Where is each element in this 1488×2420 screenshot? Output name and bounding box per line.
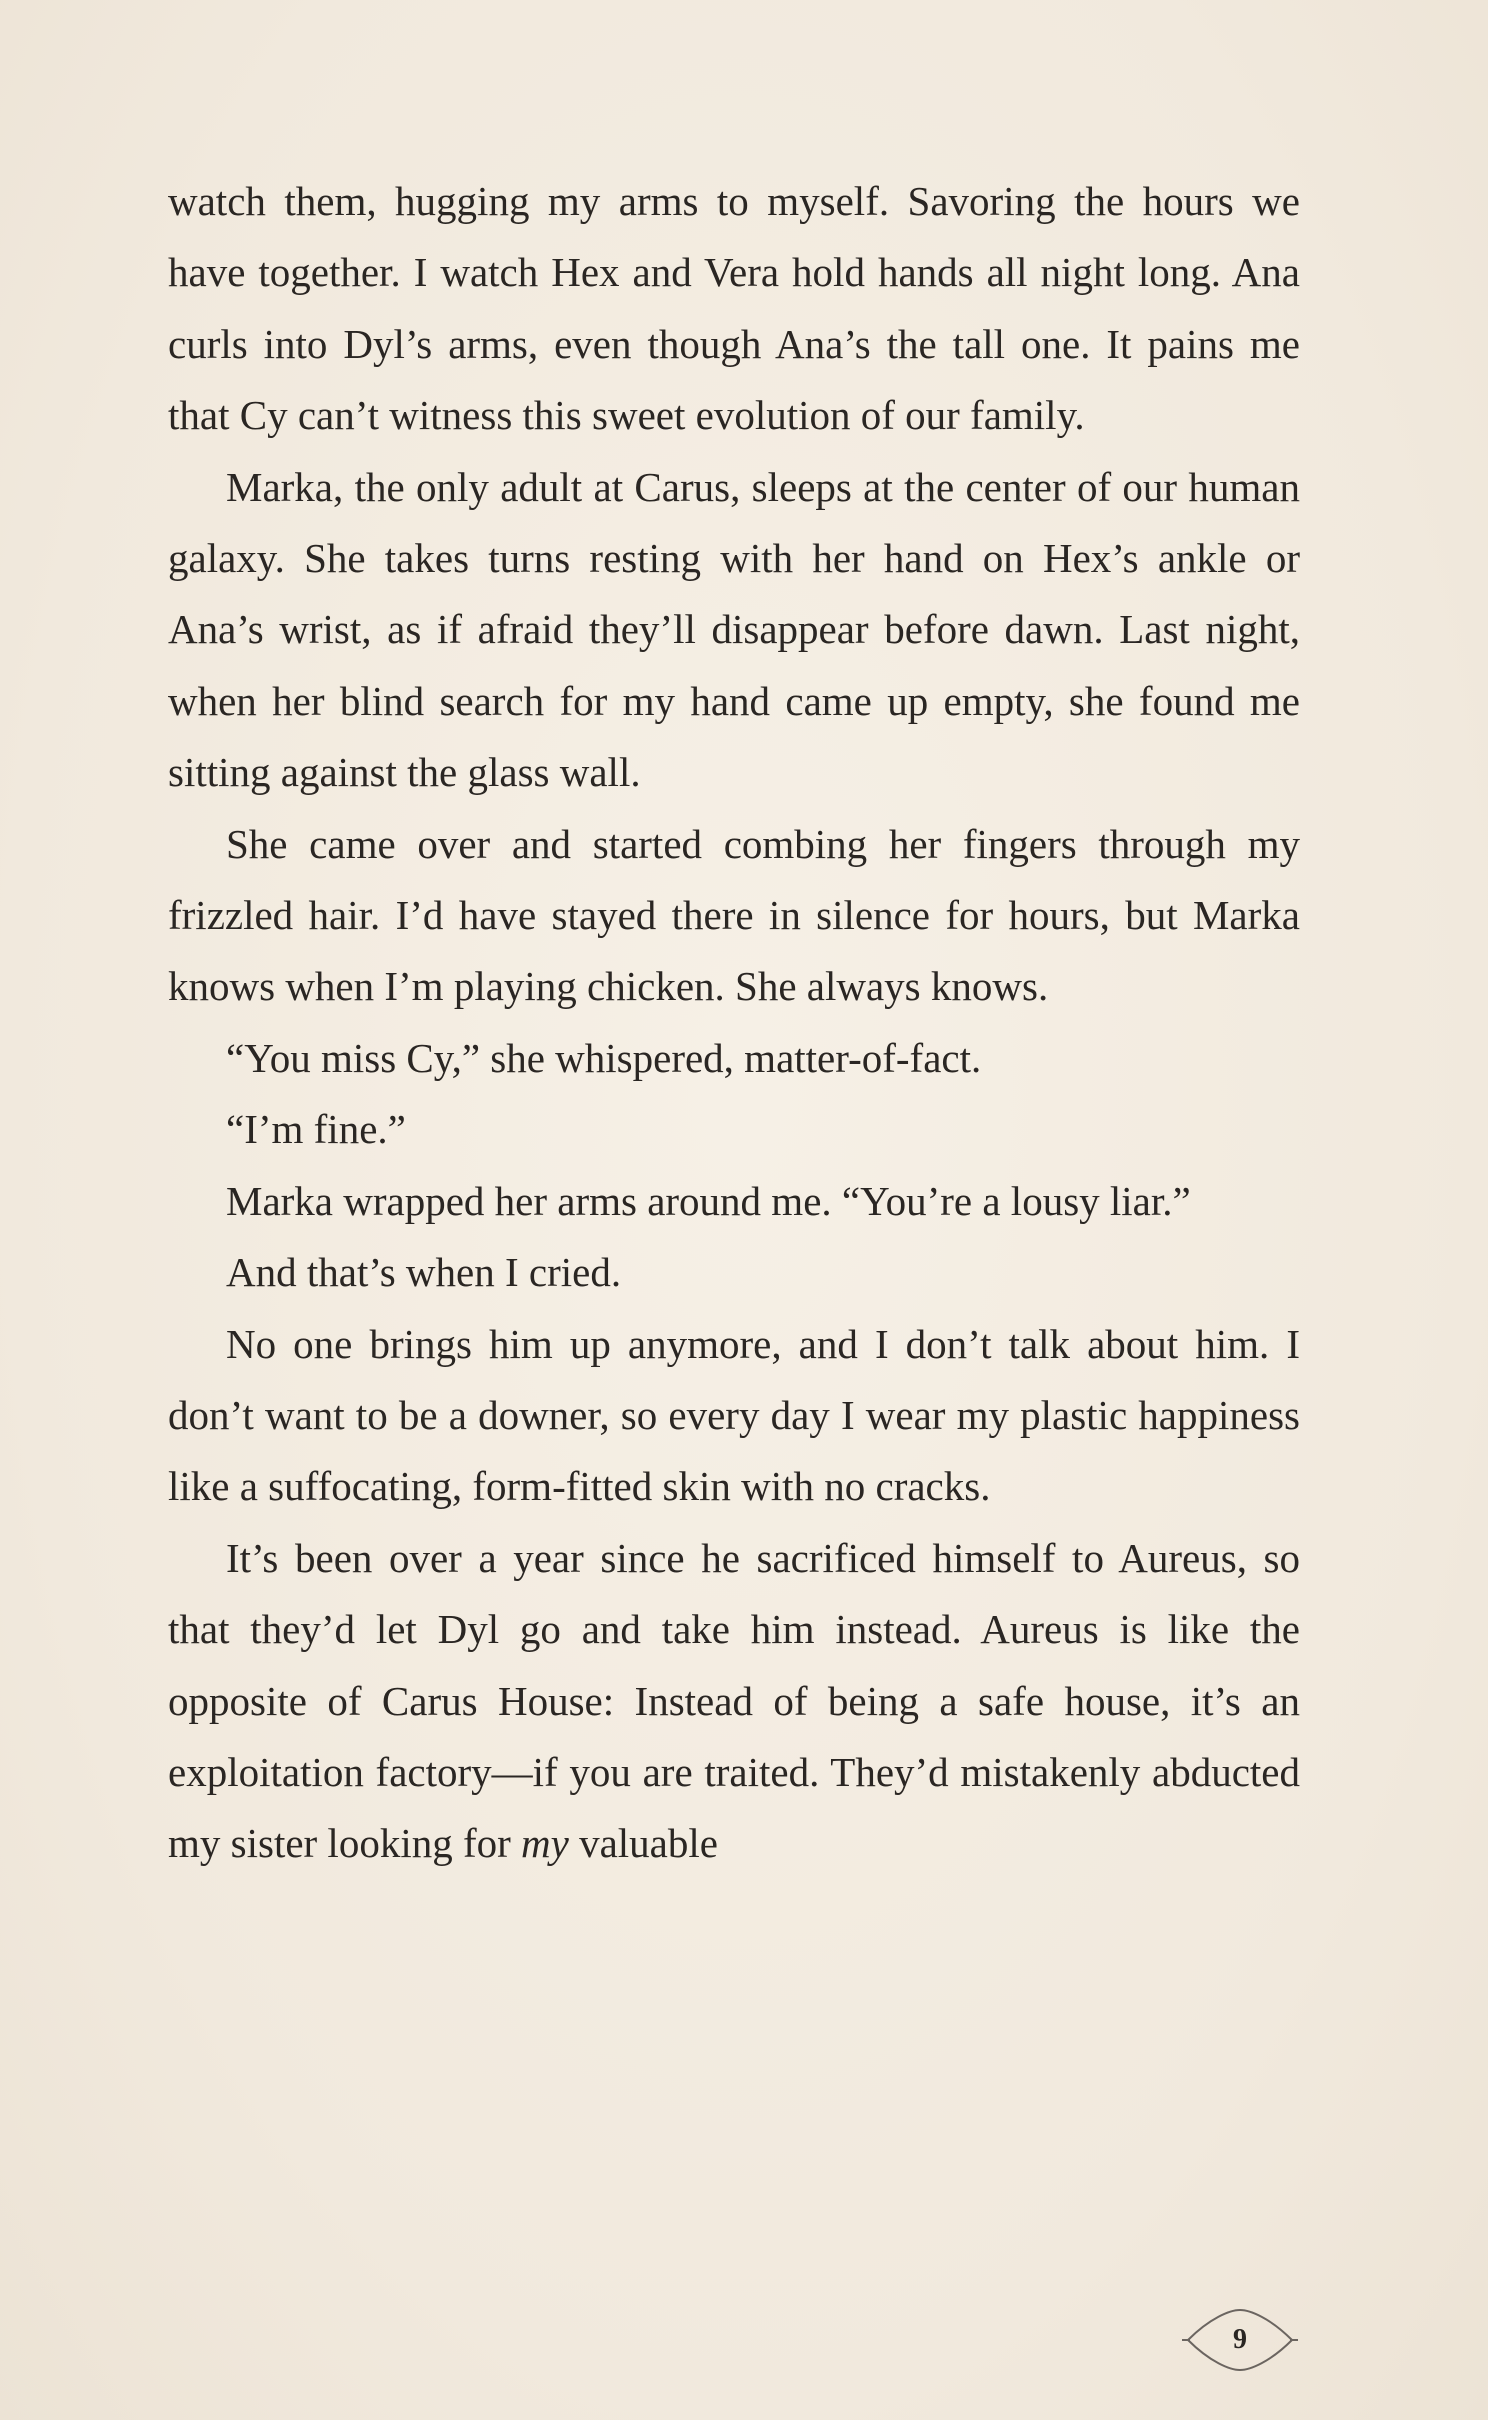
paragraph-6: Marka wrapped her arms around me. “You’re a lousy liar.” xyxy=(226,1177,1191,1224)
paragraph-9-text: It’s been over a year since he sacrificed himself to Aureus, so that they’d let Dyl go and take him instead. Aureus is like the opposite of Carus House: Instead of being a safe house, it’s an exploitation factory—if you are traited. They’d mistakenly abducted my sister looking for xyxy=(168,1534,1300,1867)
paragraph-1: watch them, hugging my arms to myself. Savoring the hours we have together. I watch Hex and Vera hold hands all night long. Ana curls into Dyl’s arms, even though Ana’s the tall one. It pains me that Cy can’t witness this sweet evolution of our family. xyxy=(168,178,1300,439)
paragraph-9 xyxy=(168,1523,1300,1880)
body-text xyxy=(168,166,1300,1880)
paragraph-2: Marka, the only adult at Carus, sleeps at the center of our human galaxy. She takes turns resting with her hand on Hex’s ankle or Ana’s wrist, as if afraid they’ll disappear before dawn. Last night, when her blind search for my hand came up empty, she found me sitting against the glass wall. xyxy=(168,463,1300,796)
page-number: 9 xyxy=(1233,2324,1247,2355)
paragraph-3: She came over and started combing her fingers through my frizzled hair. I’d have stayed there in silence for hours, but Marka knows when I’m playing chicken. She always knows. xyxy=(168,820,1300,1010)
paragraph-5: “I’m fine.” xyxy=(226,1106,406,1153)
paragraph-8: No one brings him up anymore, and I don’t talk about him. I don’t want to be a downer, so every day I wear my plastic happiness like a suffocating, form-fitted skin with no cracks. xyxy=(168,1320,1300,1510)
paragraph-4: “You miss Cy,” she whispered, matter-of-fact. xyxy=(226,1034,982,1081)
paragraph-9-emphasis: my xyxy=(521,1820,569,1867)
paragraph-9-end: valuable xyxy=(568,1820,718,1867)
paragraph-7: And that’s when I cried. xyxy=(226,1249,622,1296)
